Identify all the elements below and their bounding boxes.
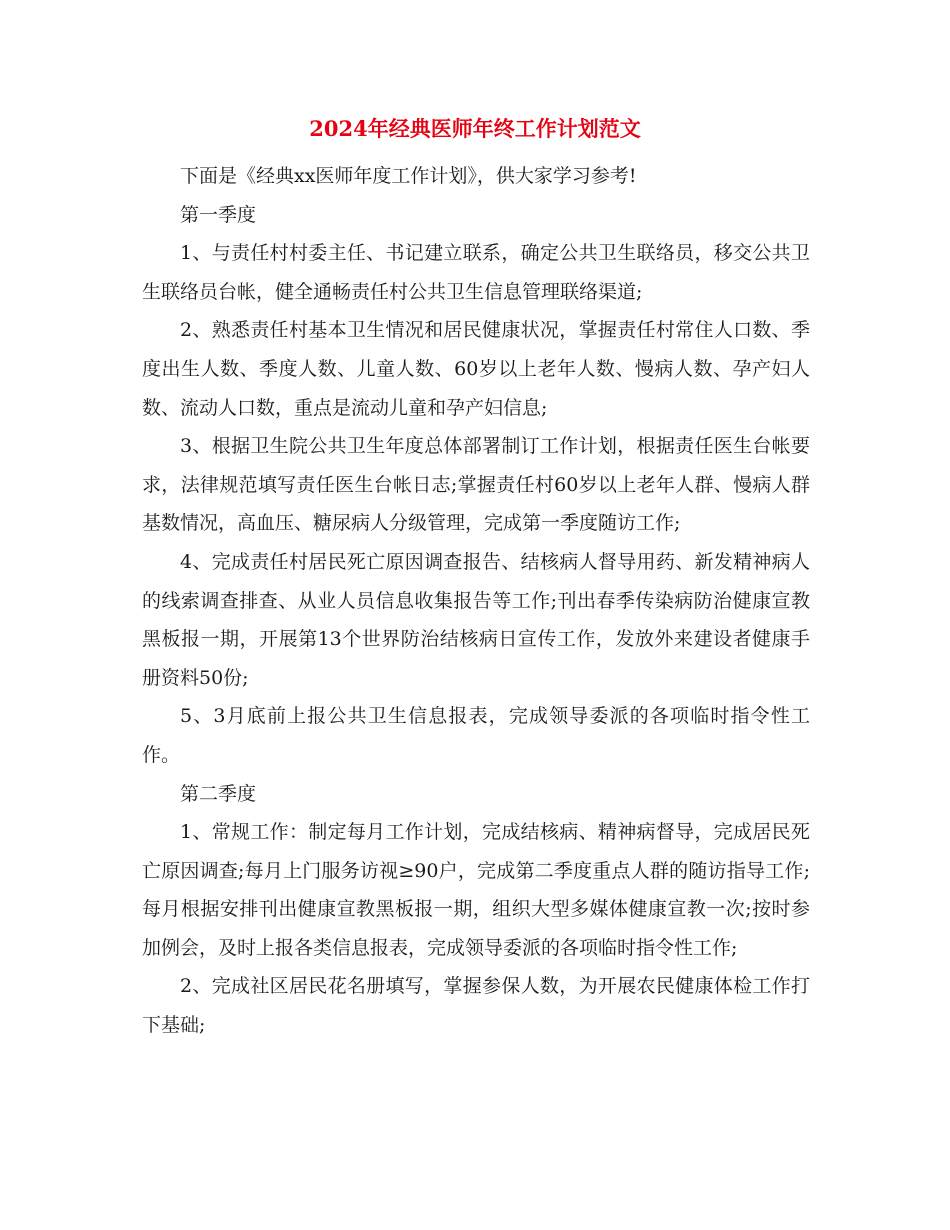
q1-item-1: 1、与责任村村委主任、书记建立联系，确定公共卫生联络员，移交公共卫生联络员台帐，健全通畅责任村公共卫生信息管理联络渠道; xyxy=(142,242,810,303)
q2-item-2: 2、完成社区居民花名册填写，掌握参保人数，为开展农民健康体检工作打下基础; xyxy=(142,975,810,1037)
q1-item-5: 5、3月底前上报公共卫生信息报表，完成领导委派的各项临时指令性工作。 xyxy=(142,705,810,766)
document-body xyxy=(142,157,810,1045)
q1-item-2: 2、熟悉责任村基本卫生情况和居民健康状况，掌握责任村常住人口数、季度出生人数、季度人数、儿童人数、60岁以上老年人数、慢病人数、孕产妇人数、流动人口数，重点是流动儿童和孕产妇信息; xyxy=(142,319,810,419)
document-title: 2024年经典医师年终工作计划范文 xyxy=(309,116,641,141)
section-heading-q2: 第二季度 xyxy=(180,782,257,805)
section-heading-q1: 第一季度 xyxy=(180,203,257,226)
intro-paragraph: 下面是《经典xx医师年度工作计划》，供大家学习参考! xyxy=(180,165,637,187)
q1-item-3: 3、根据卫生院公共卫生年度总体部署制订工作计划，根据责任医生台帐要求，法律规范填写责任医生台帐日志;掌握责任村60岁以上老年人群、慢病人群基数情况，高血压、糖尿病人分级管理，完成第一季度随访工作; xyxy=(142,435,810,535)
q1-item-4: 4、完成责任村居民死亡原因调查报告、结核病人督导用药、新发精神病人的线索调查排查、从业人员信息收集报告等工作;刊出春季传染病防治健康宣教黑板报一期，开展第13个世界防治结核病日宣传工作，发放外来建设者健康手册资料50份; xyxy=(142,550,810,689)
q2-item-1: 1、常规工作：制定每月工作计划，完成结核病、精神病督导，完成居民死亡原因调查;每月上门服务访视≥90户，完成第二季度重点人群的随访指导工作;每月根据安排刊出健康宣教黑板报一期，组织大型多媒体健康宣教一次;按时参加例会，及时上报各类信息报表，完成领导委派的各项临时指令性工作; xyxy=(142,821,810,959)
